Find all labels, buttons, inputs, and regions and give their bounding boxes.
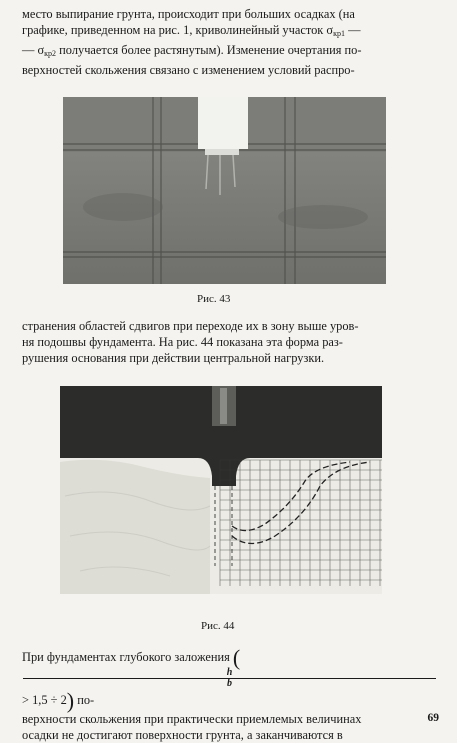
text-line: графике, приведенном на рис. 1, криволинейный участок $\sigma_{кр1}$ —	[22, 23, 361, 38]
figure-43-photo	[63, 97, 386, 284]
text-line: осадки не достигают поверхности грунта, а заканчиваются в	[22, 728, 343, 742]
figure-43-caption: Рис. 43	[197, 293, 231, 305]
text-line: верхности скольжения при практически приемлемых величинах	[22, 712, 362, 726]
paragraph-3	[22, 646, 437, 743]
text-line: ня подошвы фундамента. На рис. 44 показана эта форма раз-	[22, 335, 343, 349]
figure-44-photo	[60, 386, 382, 594]
paragraph-2	[22, 318, 437, 366]
text-line: верхностей скольжения связано с изменением условий распро-	[22, 63, 355, 77]
fraction-h-over-b: h b	[23, 668, 436, 689]
paragraph-1	[22, 6, 437, 78]
figure-44-caption: Рис. 44	[201, 620, 235, 632]
page-number: 69	[427, 712, 439, 724]
text-line: рушения основания при действии центральной нагрузки.	[22, 351, 325, 365]
text-line: место выпирание грунта, происходит при больших осадках (на	[22, 7, 355, 21]
text-line: — $\sigma_{кр2}$ получается более растянутым). Изменение очертания по-	[22, 43, 362, 58]
text-line: При фундаментах глубокого заложения ( h b > 1,5 ÷ 2) по-	[22, 646, 437, 711]
text-line: странения областей сдвигов при переходе их в зону выше уров-	[22, 319, 359, 333]
